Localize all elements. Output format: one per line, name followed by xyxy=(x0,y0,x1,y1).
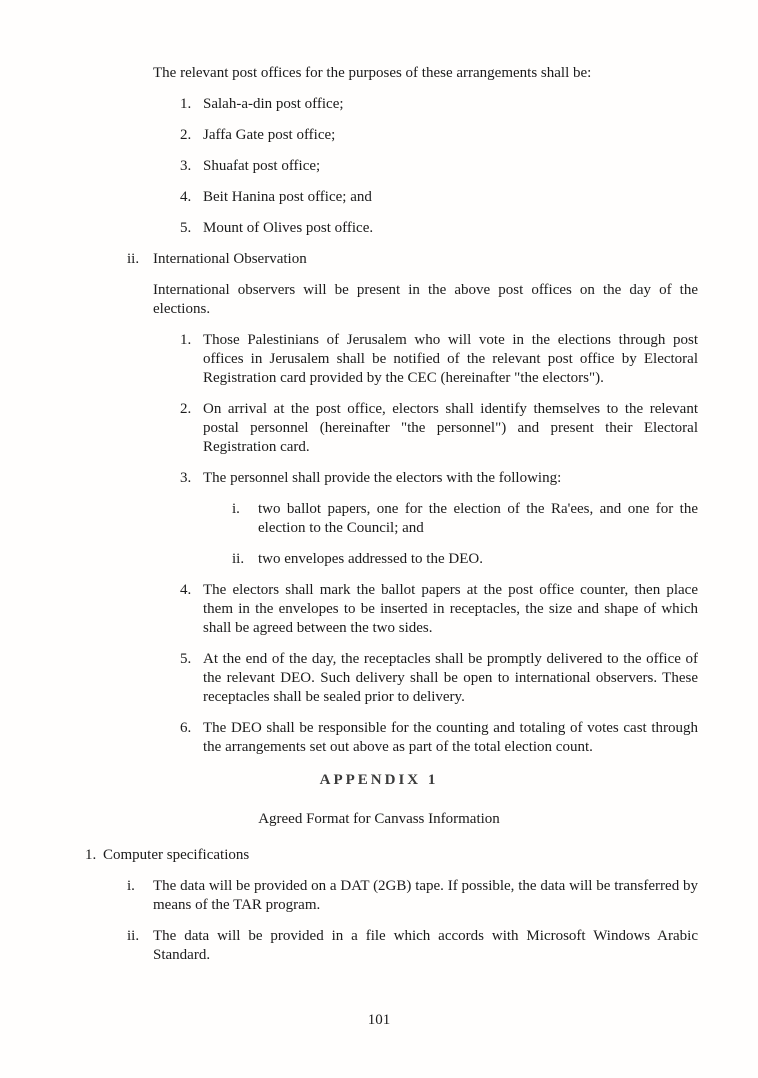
list-item-number: 2. xyxy=(180,401,192,417)
appendix-section-heading xyxy=(85,846,698,865)
list-item-number: 2. xyxy=(180,127,192,143)
list-item-number: 5. xyxy=(180,651,192,667)
list-item-text: The data will be provided on a DAT (2GB) tape. If possible, the data will be transferred by means of the TAR program. xyxy=(153,878,698,913)
sub-item-text: two ballot papers, one for the election of the Ra'ees, and one for the election to the Council; and xyxy=(258,501,698,536)
observation-list-item xyxy=(180,400,698,457)
list-item-number: i. xyxy=(127,878,135,894)
section-heading-text: International Observation xyxy=(153,251,307,267)
list-item-text: The electors shall mark the ballot papers at the post office counter, then place them in the envelopes to be inserted in receptacles, the size and shape of which shall be agreed between the two sides. xyxy=(203,582,698,636)
list-item-number: 1. xyxy=(180,332,192,348)
observation-intro-paragraph: International observers will be present in the above post offices on the day of the elections. xyxy=(153,282,698,317)
observation-list-item xyxy=(180,581,698,638)
list-item-number: 4. xyxy=(180,582,192,598)
list-item-text: Salah-a-din post office; xyxy=(203,96,344,112)
list-item-text: The personnel shall provide the electors with the following: xyxy=(203,470,562,486)
observation-sub-item xyxy=(232,500,698,538)
post-office-list-item xyxy=(180,95,698,114)
section-heading-international-observation xyxy=(127,250,698,269)
list-item-number: 4. xyxy=(180,189,192,205)
list-item-number: 5. xyxy=(180,220,192,236)
post-office-list-item xyxy=(180,188,698,207)
sub-item-text: two envelopes addressed to the DEO. xyxy=(258,551,483,567)
list-item-text: The DEO shall be responsible for the counting and totaling of votes cast through the arrangements set out above as part of the total election count. xyxy=(203,720,698,755)
observation-list-item xyxy=(180,331,698,388)
sub-item-number: i. xyxy=(232,501,240,517)
list-item-text: On arrival at the post office, electors shall identify themselves to the relevant postal personnel (hereinafter "the personnel") and present their Electoral Registration card. xyxy=(203,401,698,455)
section-heading-text: Computer specifications xyxy=(103,847,250,863)
section-number: 1. xyxy=(85,847,97,863)
appendix-title: APPENDIX 1 xyxy=(319,772,439,788)
observation-list-item xyxy=(180,469,698,488)
appendix-list-item xyxy=(127,927,698,965)
post-office-list-item xyxy=(180,157,698,176)
list-item-number: 1. xyxy=(180,96,192,112)
observation-sub-item xyxy=(232,550,698,569)
list-item-number: 3. xyxy=(180,158,192,174)
post-office-list-item xyxy=(180,219,698,238)
appendix-subtitle: Agreed Format for Canvass Information xyxy=(258,811,500,827)
list-item-text: The data will be provided in a file which accords with Microsoft Windows Arabic Standard. xyxy=(153,928,698,963)
list-item-text: Those Palestinians of Jerusalem who will vote in the elections through post offices in Jerusalem shall be notified of the relevant post office by Electoral Registration card provided by the CEC (hereinafter "the electors"). xyxy=(203,332,698,386)
list-item-number: 3. xyxy=(180,470,192,486)
list-item-text: Mount of Olives post office. xyxy=(203,220,374,236)
sub-item-number: ii. xyxy=(232,551,245,567)
list-item-number: 6. xyxy=(180,720,192,736)
observation-list-item xyxy=(180,650,698,707)
appendix-list-item xyxy=(127,877,698,915)
list-item-text: Shuafat post office; xyxy=(203,158,321,174)
section-number: ii. xyxy=(127,251,140,267)
observation-list-item xyxy=(180,719,698,757)
post-office-list-item xyxy=(180,126,698,145)
list-item-text: Beit Hanina post office; and xyxy=(203,189,372,205)
list-item-text: At the end of the day, the receptacles shall be promptly delivered to the office of the relevant DEO. Such delivery shall be open to international observers. These receptacles shall be sealed prior to delivery. xyxy=(203,651,698,705)
page-number: 101 xyxy=(367,1012,391,1028)
list-item-text: Jaffa Gate post office; xyxy=(203,127,336,143)
list-item-number: ii. xyxy=(127,928,140,944)
intro-paragraph: The relevant post offices for the purposes of these arrangements shall be: xyxy=(153,65,592,81)
